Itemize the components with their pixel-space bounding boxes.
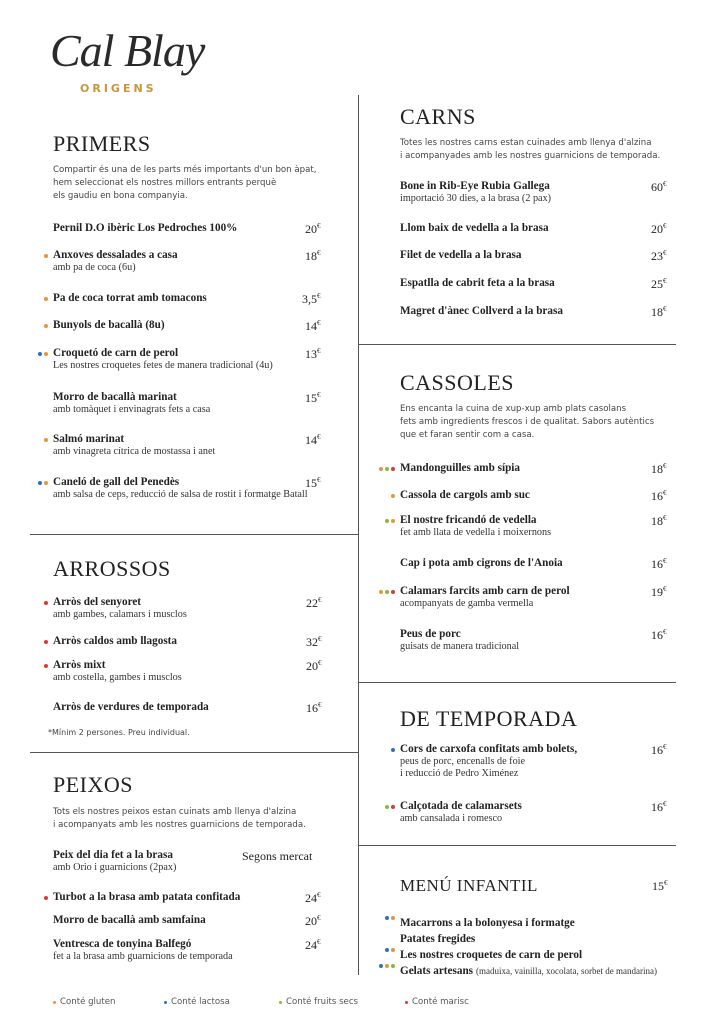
menu-item-name: Turbot a la brasa amb patata confitada bbox=[53, 891, 241, 903]
section-intro-line: Compartir és una de les parts més importants d'un bon àpat, bbox=[53, 165, 317, 175]
price-label: 16€ bbox=[651, 743, 667, 757]
allergen-dots bbox=[44, 664, 48, 668]
price-value: 19 bbox=[651, 585, 663, 599]
price-label: 14€ bbox=[305, 319, 321, 333]
menu-item-name: Patates fregides bbox=[400, 933, 476, 945]
menu-item-name: Cors de carxofa confitats amb bolets, bbox=[400, 743, 578, 755]
price-label bbox=[242, 849, 312, 864]
price-value: 16 bbox=[306, 701, 318, 715]
section-intro-line: fets amb ingredients frescos i de qualitat. Sabors autèntics bbox=[400, 417, 655, 427]
menu-item bbox=[400, 743, 577, 779]
price-value: 20 bbox=[305, 222, 317, 236]
menu-item-name: Morro de bacallà amb samfaina bbox=[53, 914, 206, 926]
price-label: 20€ bbox=[305, 914, 321, 928]
price-label: 20€ bbox=[651, 222, 667, 236]
price-value: 14 bbox=[305, 319, 317, 333]
allergen-dot-gluten bbox=[391, 916, 395, 920]
allergen-dot-gluten bbox=[379, 467, 383, 471]
menu-item-name: Ventresca de tonyina Balfegó bbox=[53, 938, 192, 950]
menu-item-name: Les nostres croquetes de carn de perol bbox=[400, 949, 583, 961]
allergen-dots bbox=[385, 519, 395, 523]
price-value: Segons mercat bbox=[242, 849, 313, 863]
price-label: 25€ bbox=[651, 277, 667, 291]
allergen-dot-fruits_secs bbox=[385, 519, 389, 523]
section-title-arrossos: ARROSSOS bbox=[53, 556, 171, 581]
allergen-dot-lactosa bbox=[385, 948, 389, 952]
menu-item-description: amb pa de coca (6u) bbox=[53, 262, 136, 273]
allergen-dots bbox=[44, 896, 48, 900]
price-label: 60€ bbox=[651, 180, 667, 194]
divider-primers-arrossos bbox=[30, 534, 358, 535]
allergen-dots bbox=[44, 297, 48, 301]
allergen-dots bbox=[38, 352, 48, 356]
section-intro-line: Tots els nostres peixos estan cuinats amb llenya d'alzina bbox=[53, 807, 297, 817]
legend-dot-marisc bbox=[405, 1001, 408, 1004]
menu-item bbox=[53, 433, 215, 457]
allergen-dots bbox=[385, 916, 395, 920]
menu-item-description: amb costella, gambes i musclos bbox=[53, 672, 182, 683]
allergen-dot-gluten bbox=[44, 438, 48, 442]
column-divider-upper bbox=[358, 95, 359, 535]
section-title-carns: CARNS bbox=[400, 104, 476, 129]
price-label: 16€ bbox=[651, 628, 667, 642]
menu-item bbox=[400, 277, 555, 289]
price-value: 24 bbox=[305, 938, 317, 952]
section-intro-line: i acompanyades amb les nostres guarnicions de temporada. bbox=[400, 151, 661, 161]
section-title-peixos: PEIXOS bbox=[53, 772, 134, 797]
price-value: 20 bbox=[651, 222, 663, 236]
allergen-dots bbox=[44, 254, 48, 258]
section-title-primers: PRIMERS bbox=[53, 131, 151, 156]
menu-item bbox=[400, 800, 522, 824]
menu-item-name: Pa de coca torrat amb tomacons bbox=[53, 292, 207, 304]
section-intro-line: els gaudiu en bona companyia. bbox=[53, 191, 188, 201]
section-intro-line: Ens encanta la cuina de xup-xup amb plats casolans bbox=[400, 404, 627, 414]
price-value: 20 bbox=[305, 914, 317, 928]
allergen-dot-lactosa bbox=[379, 964, 383, 968]
menu-item-name: Filet de vedella a la brasa bbox=[400, 249, 522, 261]
allergen-dots bbox=[391, 748, 395, 752]
menu-item-description: amb Orio i guarnicions (2pax) bbox=[53, 862, 177, 873]
menu-item-name: Arròs mixt bbox=[53, 659, 106, 671]
arrossos-note: *Mínim 2 persones. Preu individual. bbox=[48, 728, 190, 737]
menu-item bbox=[53, 319, 165, 331]
menu-item-name: Macarrons a la bolonyesa i formatge bbox=[400, 917, 575, 929]
menu-item-name: Morro de bacallà marinat bbox=[53, 391, 177, 403]
section-title-infantil: MENÚ INFANTIL bbox=[400, 876, 538, 895]
menu-item-description: amb cansalada i romesco bbox=[400, 813, 503, 824]
logo-subtitle: ORIGENS bbox=[80, 82, 157, 95]
price-value: 15 bbox=[305, 391, 317, 405]
allergen-dot-gluten bbox=[391, 948, 395, 952]
price-value: 60 bbox=[651, 180, 663, 194]
price-label: 20€ bbox=[306, 659, 322, 673]
price-value: 24 bbox=[305, 891, 317, 905]
price-label: 3,5€ bbox=[302, 292, 321, 306]
allergen-dot-fruits_secs bbox=[385, 590, 389, 594]
menu-item bbox=[53, 701, 209, 713]
menu-item bbox=[400, 180, 551, 204]
price-value: 13 bbox=[305, 347, 317, 361]
divider-temporada-infantil bbox=[358, 845, 676, 846]
menu-item bbox=[400, 462, 520, 474]
menu-item-name: Llom baix de vedella a la brasa bbox=[400, 222, 549, 234]
section-intro-line: Totes les nostres carns estan cuinades amb llenya d'alzina bbox=[400, 138, 652, 148]
price-label: 24€ bbox=[305, 938, 321, 952]
price-label: 14€ bbox=[305, 433, 321, 447]
menu-item bbox=[400, 222, 549, 234]
allergen-dots bbox=[385, 948, 395, 952]
legend-label: Conté gluten bbox=[60, 997, 116, 1007]
menu-item bbox=[400, 628, 519, 652]
allergen-dot-gluten bbox=[44, 352, 48, 356]
price-label: 20€ bbox=[305, 222, 321, 236]
price-value: 25 bbox=[651, 277, 663, 291]
allergen-dot-fruits_secs bbox=[385, 467, 389, 471]
allergen-dot-fruits_secs bbox=[385, 805, 389, 809]
price-value: 18 bbox=[651, 305, 663, 319]
section-title-cassoles: CASSOLES bbox=[400, 370, 515, 395]
menu-item bbox=[53, 596, 187, 620]
price-label: 15€ bbox=[305, 476, 321, 490]
menu-item-description: amb salsa de ceps, reducció de salsa de rostit i formatge Batall bbox=[53, 489, 308, 500]
menu-item-name: Caneló de gall del Penedès bbox=[53, 476, 180, 488]
allergen-dots bbox=[391, 494, 395, 498]
section-title-temporada: DE TEMPORADA bbox=[400, 706, 578, 731]
menu-item-description: acompanyats de gamba vermella bbox=[400, 598, 534, 609]
menu-item-name: Peus de porc bbox=[400, 628, 461, 640]
menu-item-name: Anxoves dessalades a casa bbox=[53, 249, 178, 261]
menu-item-name: Cassola de cargols amb suc bbox=[400, 489, 530, 501]
menu-item-name: Magret d'ànec Collverd a la brasa bbox=[400, 305, 563, 317]
price-label: 18€ bbox=[305, 249, 321, 263]
allergen-dot-lactosa bbox=[385, 916, 389, 920]
legend-item bbox=[53, 997, 116, 1007]
menu-item-description: i reducció de Pedro Ximénez bbox=[400, 768, 519, 779]
price-label: 18€ bbox=[651, 462, 667, 476]
menu-item-extra: (maduixa, vainilla, xocolata, sorbet de mandarina) bbox=[476, 966, 657, 976]
price-label: 16€ bbox=[651, 489, 667, 503]
price-value: 18 bbox=[305, 249, 317, 263]
allergen-dots bbox=[44, 640, 48, 644]
allergen-dot-gluten bbox=[44, 254, 48, 258]
menu-item-name: Arròs del senyoret bbox=[53, 596, 142, 608]
price-value: 23 bbox=[651, 249, 663, 263]
price-value: 14 bbox=[305, 433, 317, 447]
price-label: 15€ bbox=[305, 391, 321, 405]
legend-item bbox=[164, 997, 230, 1007]
menu-item-description: guisats de manera tradicional bbox=[400, 641, 520, 652]
price-label: 16€ bbox=[306, 701, 322, 715]
allergen-dots bbox=[44, 601, 48, 605]
menu-item-name: Calçotada de calamarsets bbox=[400, 800, 522, 812]
menu-item-name: Arròs caldos amb llagosta bbox=[53, 635, 177, 647]
logo-wordmark: Cal Blay bbox=[50, 25, 205, 76]
menu-item bbox=[400, 305, 563, 317]
price-label: 24€ bbox=[305, 891, 321, 905]
allergen-dot-lactosa bbox=[38, 352, 42, 356]
allergen-dot-gluten bbox=[44, 481, 48, 485]
menu-item bbox=[400, 959, 657, 978]
allergen-dot-marisc bbox=[44, 896, 48, 900]
menu-item-description: amb vinagreta cítrica de mostassa i anet bbox=[53, 446, 216, 457]
menu-item-description: importació 30 dies, a la brasa (2 pax) bbox=[400, 193, 552, 204]
allergen-dot-gluten bbox=[391, 519, 395, 523]
allergen-dot-marisc bbox=[391, 805, 395, 809]
section-intro-line: i acompanyats amb les nostres guarnicions de temporada. bbox=[53, 820, 306, 830]
menu-item-name: Espatlla de cabrit feta a la brasa bbox=[400, 277, 555, 289]
menu-item bbox=[53, 249, 178, 273]
allergen-dot-lactosa bbox=[38, 481, 42, 485]
menu-item-description: amb tomàquet i envinagrats fets a casa bbox=[53, 404, 211, 415]
menu-item bbox=[53, 222, 237, 234]
price-label: 22€ bbox=[306, 596, 322, 610]
allergen-dot-gluten bbox=[44, 324, 48, 328]
price-label: 13€ bbox=[305, 347, 321, 361]
divider-carns-cassoles bbox=[358, 344, 676, 345]
allergen-dots bbox=[379, 590, 395, 594]
price-value: 16 bbox=[651, 628, 663, 642]
allergen-dot-gluten bbox=[391, 494, 395, 498]
menu-item-description: fet amb llata de vedella i moixernons bbox=[400, 527, 552, 538]
price-label: 18€ bbox=[651, 514, 667, 528]
allergen-dot-marisc bbox=[44, 664, 48, 668]
menu-item-name: Bunyols de bacallà (8u) bbox=[53, 319, 165, 331]
menu-item-name: Gelats artesans bbox=[400, 965, 474, 977]
menu-item-name: Pernil D.O ibèric Los Pedroches 100% bbox=[53, 222, 238, 234]
legend-dot-gluten bbox=[53, 1001, 56, 1004]
menu-item-name: Peix del dia fet a la brasa bbox=[53, 849, 173, 861]
menu-item-name: El nostre fricandó de vedella bbox=[400, 514, 537, 526]
price-value: 18 bbox=[651, 514, 663, 528]
allergen-dots bbox=[44, 324, 48, 328]
menu-item-description: amb gambes, calamars i musclos bbox=[53, 609, 187, 620]
allergen-dots bbox=[38, 481, 48, 485]
price-value: 16 bbox=[651, 489, 663, 503]
legend-dot-lactosa bbox=[164, 1001, 167, 1004]
allergen-dot-fruits_secs bbox=[391, 964, 395, 968]
menu-item bbox=[53, 914, 206, 926]
menu-item bbox=[53, 347, 273, 371]
menu-item bbox=[400, 557, 563, 569]
menu-item bbox=[53, 391, 210, 415]
menu-item-name: Arròs de verdures de temporada bbox=[53, 701, 209, 713]
price-label: 16€ bbox=[651, 557, 667, 571]
menu-item-name: Mandonguilles amb sípia bbox=[400, 462, 520, 474]
price-value: 20 bbox=[306, 659, 318, 673]
column-divider-lower bbox=[358, 535, 359, 975]
allergen-dot-marisc bbox=[391, 590, 395, 594]
legend-item bbox=[405, 997, 469, 1007]
price-value: 16 bbox=[651, 557, 663, 571]
menu-item bbox=[53, 476, 308, 500]
menu-item bbox=[53, 891, 240, 903]
price-value: 16 bbox=[651, 800, 663, 814]
menu-item bbox=[400, 489, 530, 501]
section-intro-line: hem seleccionat els nostres millors entrants perquè bbox=[53, 178, 277, 188]
allergen-dot-lactosa bbox=[391, 748, 395, 752]
price-label: 18€ bbox=[651, 305, 667, 319]
price-value: 15 bbox=[305, 476, 317, 490]
divider-cassoles-temporada bbox=[358, 682, 676, 683]
menu-item bbox=[400, 249, 522, 261]
menu-item-name: Cap i pota amb cigrons de l'Anoia bbox=[400, 557, 563, 569]
allergen-dots bbox=[385, 805, 395, 809]
price-value: 32 bbox=[306, 635, 318, 649]
price-value: 18 bbox=[651, 462, 663, 476]
section-intro-line: que et faran sentir com a casa. bbox=[400, 430, 535, 440]
allergen-dot-gluten bbox=[385, 964, 389, 968]
legend-label: Conté lactosa bbox=[171, 997, 230, 1007]
legend-item bbox=[279, 997, 358, 1007]
allergen-dot-gluten bbox=[44, 297, 48, 301]
legend-dot-fruits_secs bbox=[279, 1001, 282, 1004]
legend-label: Conté fruits secs bbox=[286, 997, 359, 1007]
price-label: 16€ bbox=[651, 800, 667, 814]
allergen-dots bbox=[44, 438, 48, 442]
allergen-dot-marisc bbox=[391, 467, 395, 471]
price-value: 22 bbox=[306, 596, 318, 610]
price-label: 15€ bbox=[652, 879, 668, 893]
menu-item bbox=[53, 659, 182, 683]
price-value: 3,5 bbox=[302, 292, 317, 306]
menu-item-description: fet a la brasa amb guarnicions de temporada bbox=[53, 951, 233, 962]
price-value: 16 bbox=[651, 743, 663, 757]
menu-item bbox=[53, 849, 176, 873]
legend-label: Conté marisc bbox=[412, 997, 469, 1007]
allergen-dot-gluten bbox=[379, 590, 383, 594]
price-label: 19€ bbox=[651, 585, 667, 599]
menu-item bbox=[53, 635, 177, 647]
allergen-dots bbox=[379, 467, 395, 471]
allergen-dots bbox=[379, 964, 395, 968]
menu-item-name: Salmó marinat bbox=[53, 433, 125, 445]
menu-item bbox=[53, 292, 207, 304]
menu-item-name: Croquetó de carn de perol bbox=[53, 347, 179, 359]
price-label: 23€ bbox=[651, 249, 667, 263]
menu-item bbox=[400, 514, 551, 538]
menu-item-name: Bone in Rib-Eye Rubia Gallega bbox=[400, 180, 550, 192]
menu-item-description: peus de porc, encenalls de foie bbox=[400, 756, 526, 767]
allergen-dot-marisc bbox=[44, 640, 48, 644]
divider-arrossos-peixos bbox=[30, 752, 358, 753]
price-value: 15 bbox=[652, 879, 664, 893]
menu-item-name: Calamars farcits amb carn de perol bbox=[400, 585, 570, 597]
menu-item bbox=[53, 938, 233, 962]
menu-item bbox=[400, 585, 570, 609]
price-label: 32€ bbox=[306, 635, 322, 649]
allergen-dot-marisc bbox=[44, 601, 48, 605]
menu-item-description: Les nostres croquetes fetes de manera tradicional (4u) bbox=[53, 360, 273, 371]
